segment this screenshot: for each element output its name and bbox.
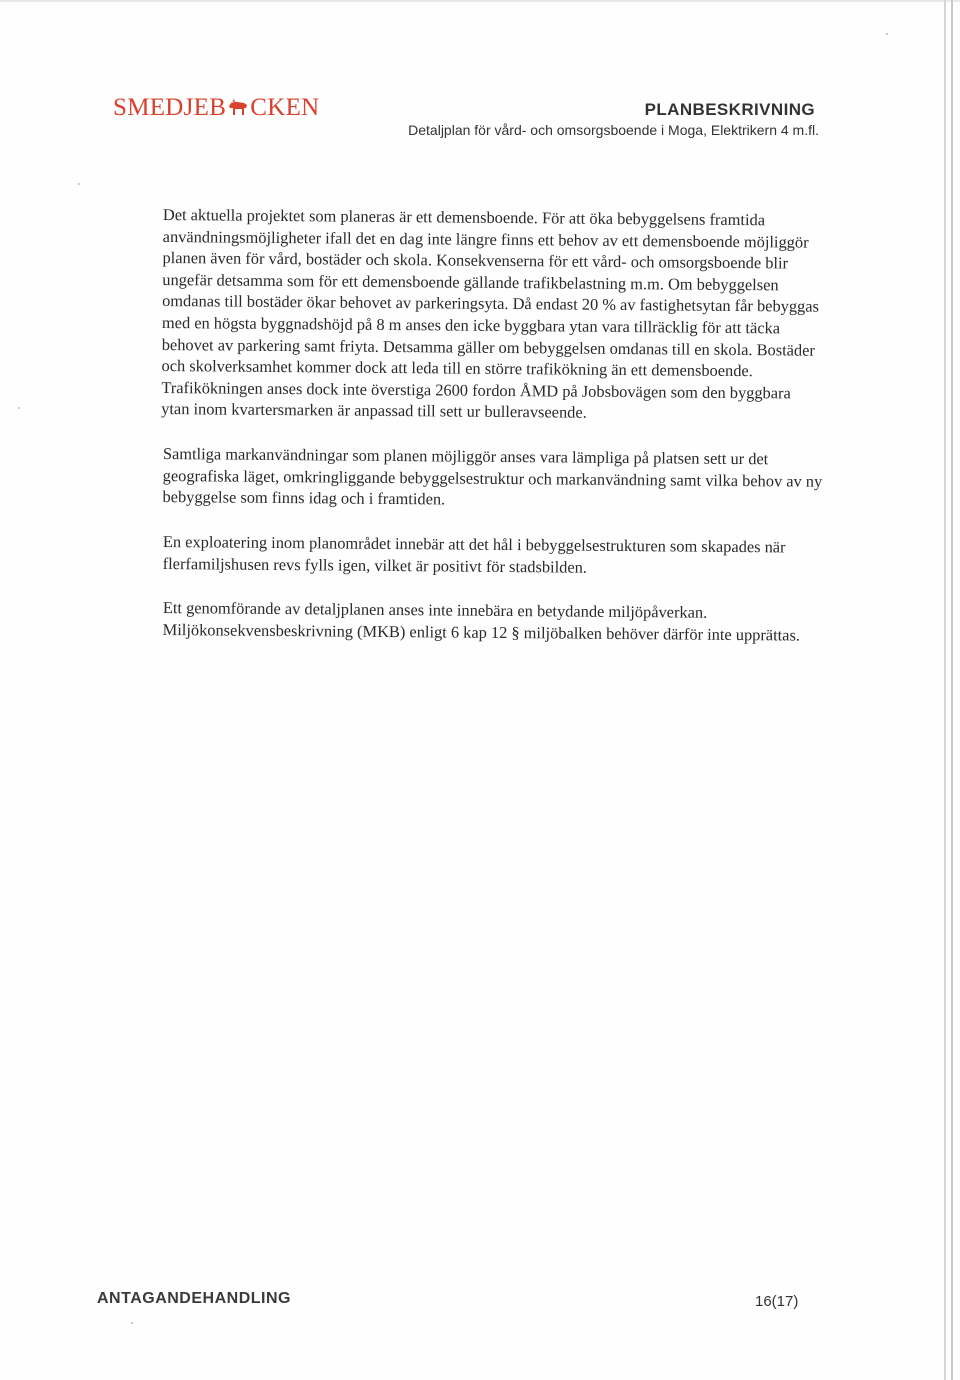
logo-text-left: SMEDJEB bbox=[113, 94, 227, 121]
dala-horse-icon bbox=[227, 96, 249, 116]
page-number: 16(17) bbox=[755, 1293, 799, 1310]
company-logo bbox=[113, 94, 320, 122]
body-paragraph: Samtliga markanvändningar som planen möjliggör anses vara lämpliga på platsen sett ur det geografiska läget, omkringliggande bebyggelsestruktur och markanvändning samt vilka behov av ny bebyggelse som finns idag och i framtiden. bbox=[162, 443, 823, 509]
scan-edge-line bbox=[944, 0, 946, 1380]
body-paragraph: En exploatering inom planområdet innebär att det hål i bebyggelsestrukturen som skapades när flerfamiljshusen revs fylls igen, vilket är positivt för stadsbilden. bbox=[162, 531, 786, 577]
scan-top-edge bbox=[0, 0, 960, 2]
body-paragraph: Det aktuella projektet som planeras är ett demensboende. För att öka bebyggelsens framtida användningsmöjligheter ifall det en dag inte längre finns ett behov av ett demensboende möjliggör planen även för vård, bostäder och skola. Konsekvenserna för ett vård- och omsorgsboende blir ungefär detsamma som för ett demensboende gällande trafikbelastning m.m. Om bebyggelsen omdanas till bostäder ökar behovet av parkeringsyta. Då endast 20 % av fastighetsytan får bebyggas med en högsta byggnadshöjd på 8 m anses den icke byggbara ytan vara tillräcklig för att täcka behovet av parkering samt friyta. Detsamma gäller om bebyggelsen omdanas till en skola. Bostäder och skolverksamhet kommer dock att leda till en större trafikökning än ett demensboende. Trafikökningen anses dock inte överstiga 2600 fordon ÅMD på Jobsbovägen som den byggbara ytan inom kvartersmarken är anpassad till sett ur bulleravseende. bbox=[161, 204, 820, 423]
document-body bbox=[163, 204, 823, 663]
document-subtitle: Detaljplan för vård- och omsorgsboende i Moga, Elektrikern 4 m.fl. bbox=[408, 122, 819, 138]
scan-speck bbox=[78, 183, 80, 185]
body-paragraph: Ett genomförande av detaljplanen anses inte innebära en betydande miljöpåverkan. Miljökonsekvensbeskrivning (MKB) enligt 6 kap 12 § miljöbalken behöver därför inte upprättas. bbox=[162, 597, 801, 645]
scan-speck bbox=[131, 1322, 133, 1324]
scan-speck bbox=[886, 33, 888, 35]
scan-speck bbox=[18, 407, 20, 409]
scan-edge-line bbox=[951, 0, 953, 1380]
logo-text-right: CKEN bbox=[250, 94, 320, 121]
document-type: PLANBESKRIVNING bbox=[644, 100, 815, 119]
document-status: ANTAGANDEHANDLING bbox=[97, 1290, 291, 1307]
